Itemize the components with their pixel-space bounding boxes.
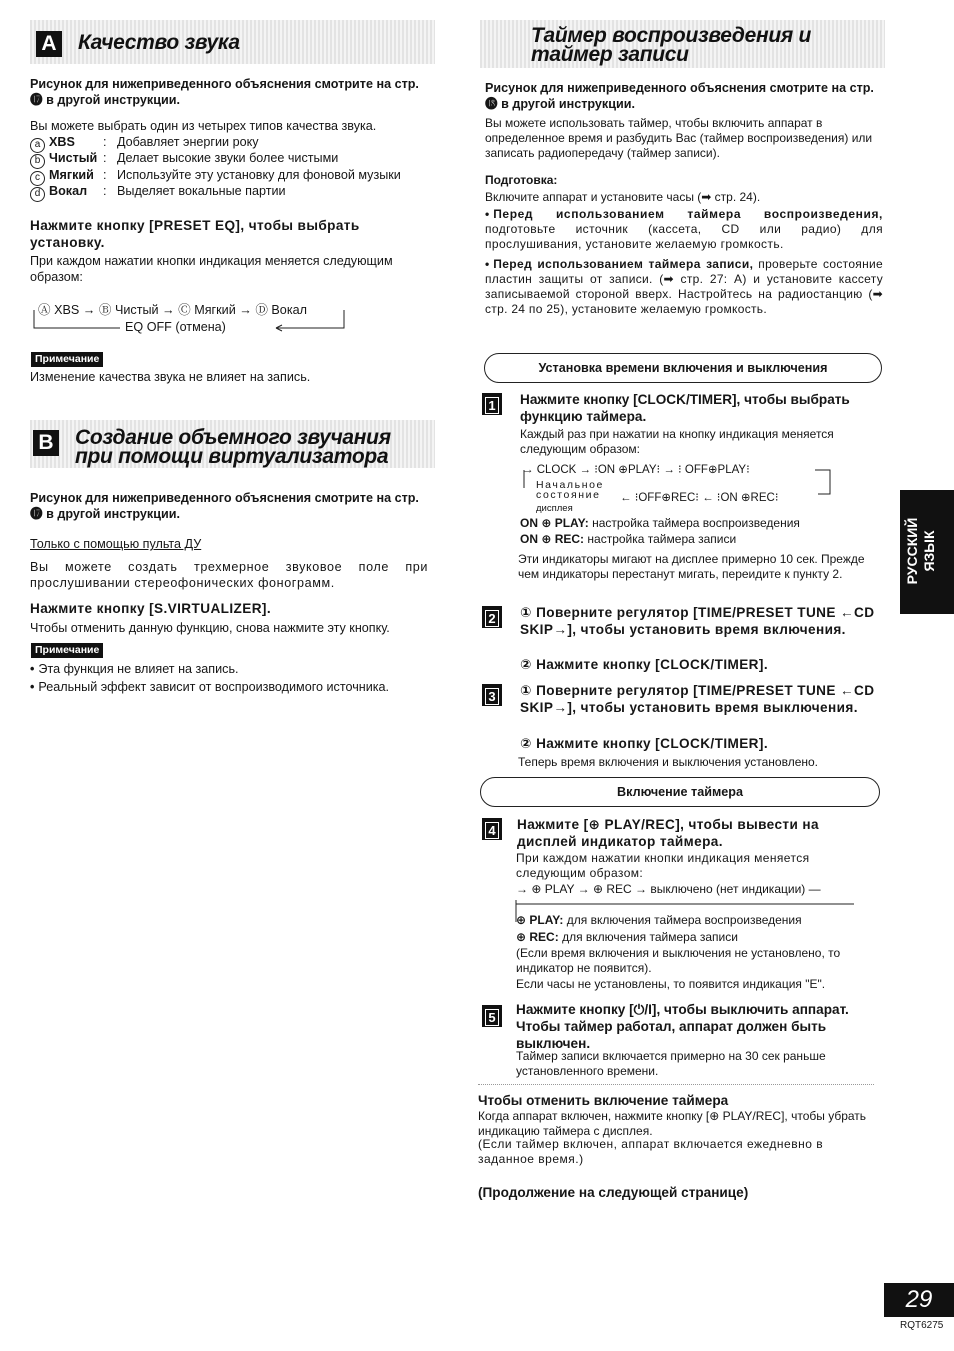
- section-a-letter: A: [36, 31, 62, 57]
- mode-name: Вокал: [49, 184, 88, 198]
- on-play-label: ON ⊕ PLAY:: [520, 516, 589, 530]
- section-b-intro: Вы можете создать трехмерное звуковое поле при прослушивании стереофонических фонограмм.: [30, 560, 428, 590]
- section-b-title: Создание объемного звучания при помощи виртуализатора: [75, 426, 391, 468]
- play-label: ⊕ PLAY:: [516, 913, 564, 927]
- mode-sep: :: [103, 135, 107, 149]
- mode-row-vocal: [30, 183, 286, 202]
- step-3-b: ② Нажмите кнопку [CLOCK/TIMER].: [520, 736, 769, 751]
- section-a-note-badge: Примечание: [31, 352, 103, 367]
- step-4-text: При каждом нажатии кнопки индикация меняется следующим образом:: [516, 851, 810, 880]
- cancel-note: (Если таймер включен, аппарат включается ежедневно в заданное время.): [478, 1137, 824, 1166]
- on-play-line: [520, 516, 800, 531]
- mode-name: Чистый: [49, 151, 98, 165]
- prep-text: Включите аппарат и установите часы (➡ стр. 24).: [485, 190, 761, 204]
- divider: [478, 1084, 874, 1085]
- mode-sep: :: [103, 168, 107, 182]
- prep-bullet-rec: [485, 257, 883, 317]
- continued-note: (Продолжение на следующей странице): [478, 1185, 749, 1200]
- section-b-note-2: • Реальный эффект зависит от воспроизводимого источника.: [30, 679, 434, 695]
- mode-mark: c: [30, 171, 45, 186]
- step-3-a: ① Поверните регулятор [TIME/PRESET TUNE ←CD SKIP→], чтобы установить время выключения.: [520, 683, 875, 715]
- prep-bullet-rec-text: проверьте состояние пластин защиты от записи. (➡ стр. 27: A) и установите кассету записываемой стороной вверх. Настройтесь на радиостанцию (➡ стр. 24 по 25), установите желаемую громкость.: [485, 257, 883, 316]
- language-side-tab: [900, 490, 954, 614]
- clock-diagram-top: → CLOCK → ⁝ON ⊕PLAY⁝ → ⁝ OFF⊕PLAY⁝: [522, 464, 750, 476]
- mode-desc: Используйте эту установку для фоновой музыки: [117, 168, 401, 182]
- doc-code: RQT6275: [900, 1320, 944, 1331]
- step-2-b: ② Нажмите кнопку [CLOCK/TIMER].: [520, 657, 769, 672]
- section-a-instruction: Нажмите кнопку [PRESET EQ], чтобы выбрать установку.: [30, 218, 360, 250]
- cancel-text: Когда аппарат включен, нажмите кнопку [⊕ PLAY/REC], чтобы убрать индикацию таймера с дисплея.: [478, 1109, 867, 1138]
- mode-name: XBS: [49, 135, 75, 149]
- prep-bullet-play-bold: Перед использованием таймера воспроизведения,: [493, 207, 883, 221]
- clock-diagram-bottom: ← ⁝OFF⊕REC⁝ ← ⁝ON ⊕REC⁝: [620, 492, 779, 504]
- on-play-text: настройка таймера воспроизведения: [592, 516, 800, 530]
- step-2-marker: 2: [482, 606, 502, 628]
- mode-desc: Добавляет энергии року: [117, 135, 259, 149]
- eq-cycle-diagram: [30, 300, 350, 338]
- mode-mark: a: [30, 138, 45, 153]
- prep-bullet-play-text: подготовьте источник (кассета, CD или радио) для прослушивания, установите желаемую громкость.: [485, 222, 883, 251]
- rec-text: для включения таймера записи: [562, 930, 738, 944]
- section-b-note-badge: Примечание: [31, 643, 103, 658]
- mode-mark: b: [30, 154, 45, 169]
- timer-ref: Рисунок для нижеприведенного объяснения смотрите на стр. ⓲ в другой инструкции.: [485, 81, 874, 111]
- play-text: для включения таймера воспроизведения: [566, 913, 802, 927]
- prep-bullet-play: [485, 207, 883, 252]
- section-a-note: Изменение качества звука не влияет на запись.: [30, 370, 311, 384]
- step-1-text: Каждый раз при нажатии на кнопку индикация меняется следующим образом:: [520, 427, 834, 456]
- mode-sep: :: [103, 151, 107, 165]
- play-line: [516, 913, 802, 928]
- mode-name: Мягкий: [49, 168, 94, 182]
- blink-text: Эти индикаторы мигают на дисплее примерно 10 сек. Прежде чем индикаторы перестанут мигать, переидите к пункту 2.: [518, 552, 865, 581]
- section-a-title: Качество звука: [78, 31, 240, 54]
- step-3-marker: 3: [482, 684, 502, 706]
- step-5-text: Таймер записи включается примерно на 30 сек раньше установленного времени.: [516, 1049, 826, 1078]
- prep-title: Подготовка:: [485, 173, 558, 187]
- eq-cycle-line1: Ⓐ XBS → Ⓑ Чистый → Ⓒ Мягкий → Ⓓ Вокал: [38, 303, 307, 317]
- eq-cycle-line2: EQ OFF (отмена): [125, 320, 226, 334]
- step-1-marker: 1: [482, 393, 502, 415]
- step-4-cycle: → ⊕ PLAY → ⊕ REC → выключено (нет индикации) —: [516, 882, 821, 896]
- rec-line: [516, 930, 738, 945]
- section-a-ref: Рисунок для нижеприведенного объяснения смотрите на стр. ⓱ в другой инструкции.: [30, 77, 419, 107]
- cancel-title: Чтобы отменить включение таймера: [478, 1093, 729, 1108]
- pill-set-times: Установка времени включения и выключения: [484, 353, 882, 383]
- language-side-tab-label: РУССКИЙ ЯЗЫК: [904, 517, 937, 585]
- clock-diagram-initial: Начальное состояние: [536, 479, 604, 501]
- on-rec-line: [520, 532, 736, 547]
- page-number: 29: [884, 1283, 954, 1317]
- timer-section-title: Таймер воспроизведения и таймер записи: [531, 24, 812, 66]
- section-b-remote-only: Только с помощью пульта ДУ: [30, 537, 202, 551]
- clock-diagram-display: дисплея: [536, 503, 573, 514]
- section-b-cancel: Чтобы отменить данную функцию, снова нажмите эту кнопку.: [30, 621, 390, 635]
- step-4-marker: 4: [482, 818, 502, 840]
- rec-label: ⊕ REC:: [516, 930, 559, 944]
- mode-desc: Делает высокие звуки более чистыми: [117, 151, 339, 165]
- step-4-title: Нажмите [⊕ PLAY/REC], чтобы вывести на дисплей индикатор таймера.: [517, 817, 819, 849]
- section-b-instruction: Нажмите кнопку [S.VIRTUALIZER].: [30, 601, 272, 616]
- section-b-letter: B: [33, 430, 59, 456]
- pill-timer-on: Включение таймера: [480, 777, 880, 807]
- step-2-a: ① Поверните регулятор [TIME/PRESET TUNE ←CD SKIP→], чтобы установить время включения.: [520, 605, 875, 637]
- on-rec-text: настройка таймера записи: [587, 532, 737, 546]
- timer-intro: Вы можете использовать таймер, чтобы включить аппарат в определенное время и разбудить Вас (таймер воспроизведения) или записать радиопередачу (таймер записи).: [485, 116, 873, 160]
- step-4-note-2: Если часы не установлены, то появится индикация "E".: [516, 977, 826, 991]
- section-b-note-1: • Эта функция не влияет на запись.: [30, 661, 434, 677]
- mode-sep: :: [103, 184, 107, 198]
- clock-timer-diagram: [520, 460, 850, 514]
- section-a-intro: Вы можете выбрать один из четырех типов качества звука.: [30, 119, 377, 133]
- section-b-ref: Рисунок для нижеприведенного объяснения смотрите на стр. ⓱ в другой инструкции.: [30, 491, 419, 521]
- section-a-cycle-intro: При каждом нажатии кнопки индикация меняется следующим образом:: [30, 254, 393, 284]
- step-4-note-1: (Если время включения и выключения не установлено, то индикатор не появится).: [516, 946, 841, 975]
- step-3-text: Теперь время включения и выключения установлено.: [518, 755, 819, 769]
- prep-bullet-rec-bold: Перед использованием таймера записи,: [493, 257, 754, 271]
- mode-mark: d: [30, 187, 45, 202]
- step-5-marker: 5: [482, 1005, 502, 1027]
- mode-desc: Выделяет вокальные партии: [117, 184, 286, 198]
- step-5-title: Нажмите кнопку [⏻/I], чтобы выключить аппарат. Чтобы таймер работал, аппарат должен быть выключен.: [516, 1002, 849, 1051]
- step-1-title: Нажмите кнопку [CLOCK/TIMER], чтобы выбрать функцию таймера.: [520, 392, 850, 424]
- on-rec-label: ON ⊕ REC:: [520, 532, 585, 546]
